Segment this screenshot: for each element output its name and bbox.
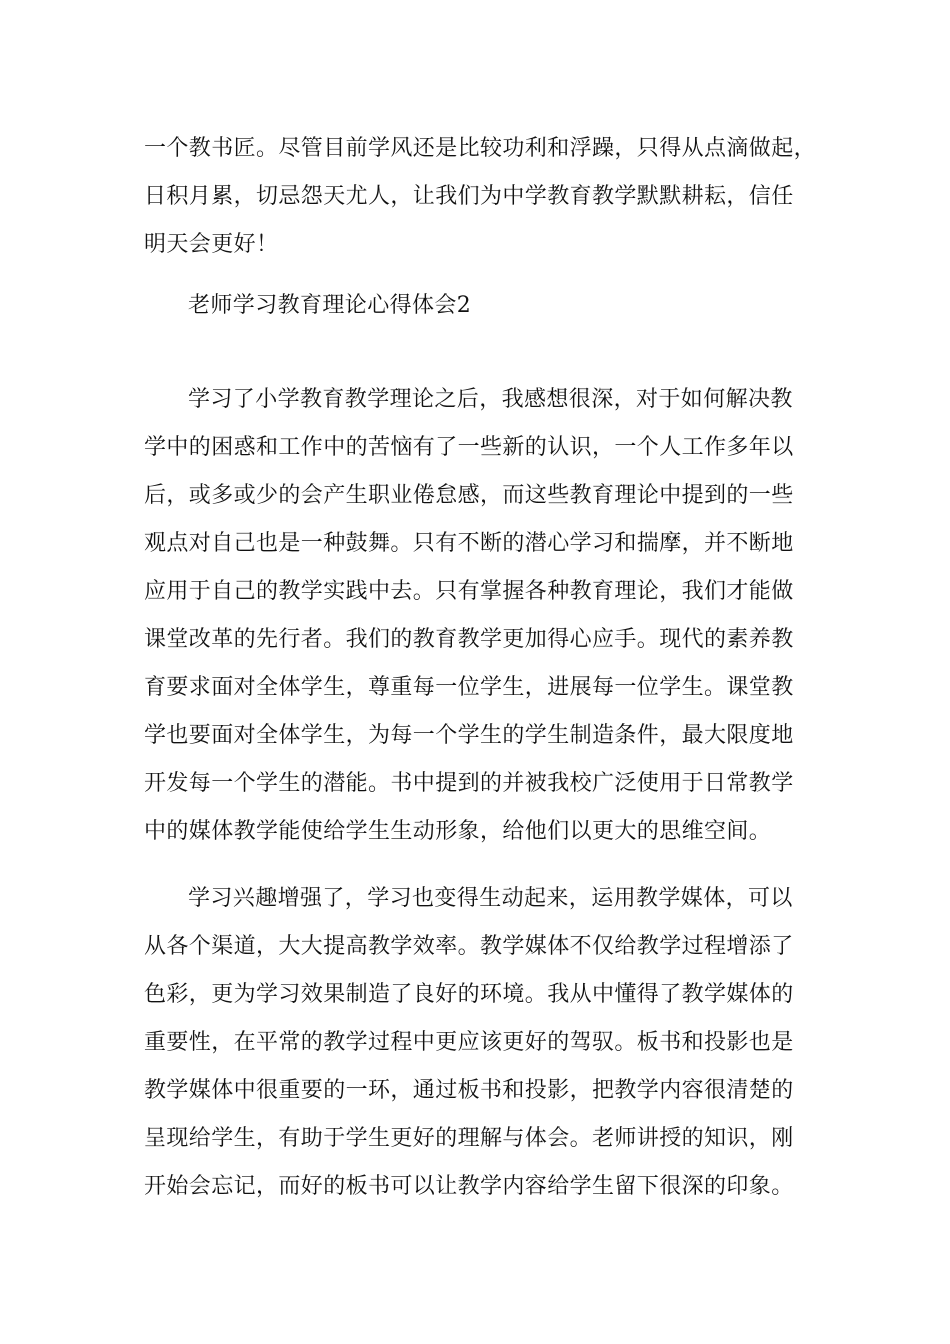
text-line: 学习兴趣增强了，学习也变得生动起来，运用教学媒体，可以 <box>188 886 793 911</box>
text-line: 色彩，更为学习效果制造了良好的环境。我从中懂得了教学媒体的 <box>144 982 794 1007</box>
text-line: 开发每一个学生的潜能。书中提到的并被我校广泛使用于日常教学 <box>144 771 794 796</box>
text-line: 重要性，在平常的教学过程中更应该更好的驾驭。板书和投影也是 <box>144 1030 794 1055</box>
text-line: 后，或多或少的会产生职业倦怠感，而这些教育理论中提到的一些 <box>144 483 794 508</box>
text-line: 从各个渠道，大大提高教学效率。教学媒体不仅给教学过程增添了 <box>144 934 794 959</box>
text-line: 应用于自己的教学实践中去。只有掌握各种教育理论，我们才能做 <box>144 579 794 604</box>
text-line: 教学媒体中很重要的一环，通过板书和投影，把教学内容很清楚的 <box>144 1078 794 1103</box>
text-line: 课堂改革的先行者。我们的教育教学更加得心应手。现代的素养教 <box>144 627 794 652</box>
text-line: 学习了小学教育教学理论之后，我感想很深，对于如何解决教 <box>188 387 793 412</box>
text-line: 育要求面对全体学生，尊重每一位学生，进展每一位学生。课堂教 <box>144 675 794 700</box>
text-line: 观点对自己也是一种鼓舞。只有不断的潜心学习和揣摩，并不断地 <box>144 531 794 556</box>
text-line: 开始会忘记，而好的板书可以让教学内容给学生留下很深的印象。 <box>144 1174 794 1199</box>
text-line: 呈现给学生，有助于学生更好的理解与体会。老师讲授的知识，刚 <box>144 1126 794 1151</box>
paragraph-1 <box>144 376 808 856</box>
continuation-paragraph <box>144 125 817 269</box>
text-line: 明天会更好！ <box>144 232 279 257</box>
text-line: 学中的困惑和工作中的苦恼有了一些新的认识，一个人工作多年以 <box>144 435 794 460</box>
text-line: 中的媒体教学能使给学生生动形象，给他们以更大的思维空间。 <box>144 819 772 844</box>
section-title: 老师学习教育理论心得体会2 <box>188 293 472 318</box>
text-line: 日积月累，切忌怨天尤人，让我们为中学教育教学默默耕耘，信任 <box>144 184 794 209</box>
text-line: 学也要面对全体学生，为每一个学生的学生制造条件，最大限度地 <box>144 723 794 748</box>
text-line: 一个教书匠。尽管目前学风还是比较功利和浮躁，只得从点滴做起， <box>144 136 817 161</box>
paragraph-2 <box>144 875 808 1211</box>
section-heading <box>144 282 808 330</box>
